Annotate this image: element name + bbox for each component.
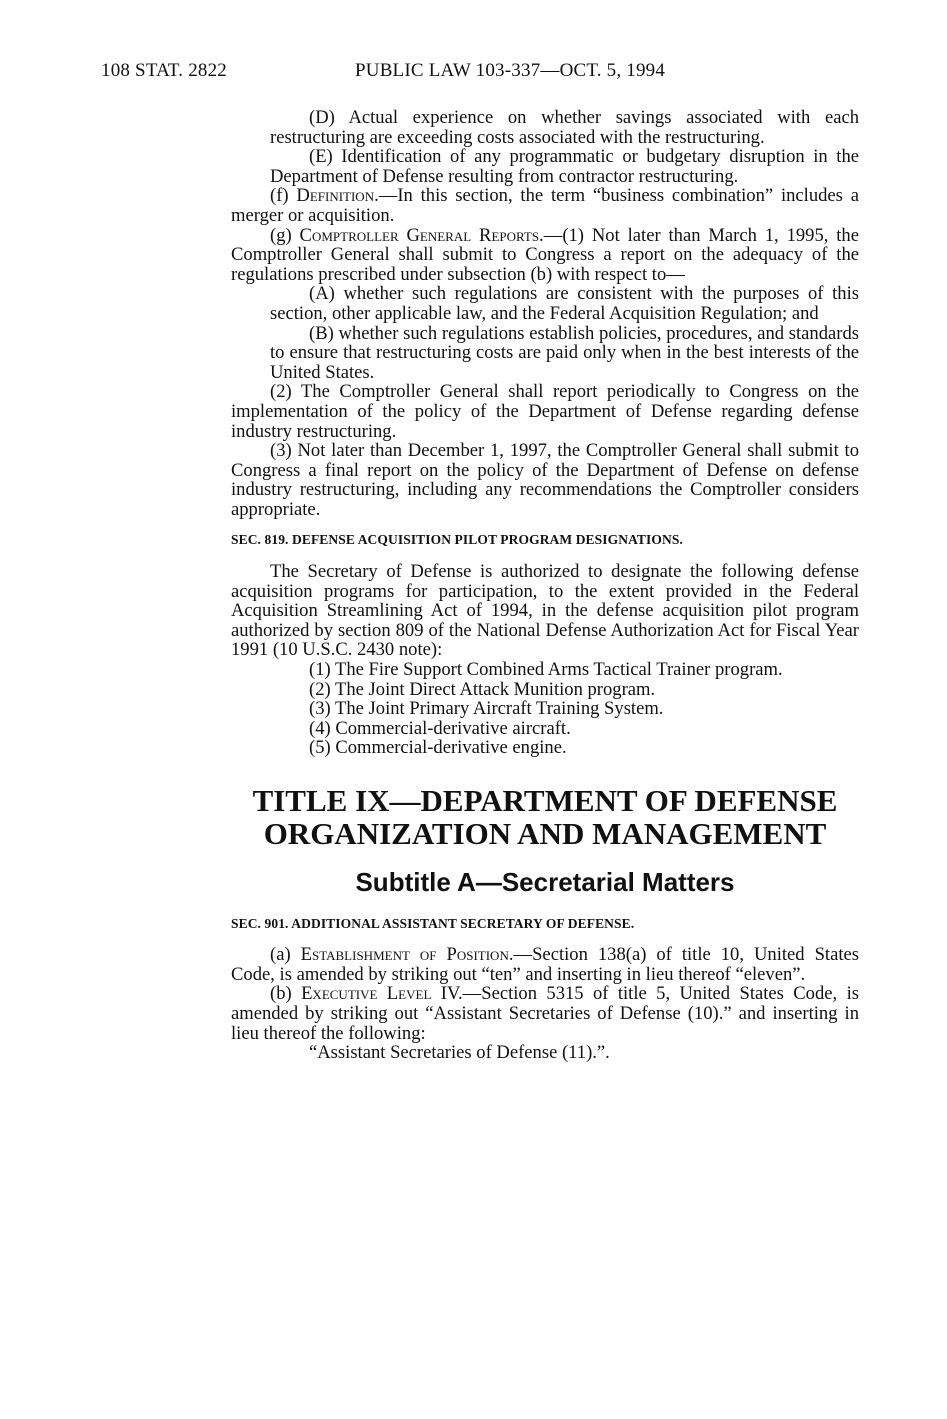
sec-901-heading: SEC. 901. ADDITIONAL ASSISTANT SECRETARY OF DEFENSE.: [231, 915, 635, 931]
subsection-g-label: (g): [270, 224, 300, 246]
subsection-901-b: [231, 984, 859, 1043]
subsection-g-caption: Comptroller General Reports.: [299, 224, 544, 246]
subsection-g: [231, 226, 859, 285]
paragraph-g-3: (3) Not later than December 1, 1997, the Comptroller General shall submit to Congress a final report on the policy of the Department of Defense on defense industry restructuring, including any recommendations the Comptroller considers appropriate.: [231, 440, 859, 520]
paragraph-d: (D) Actual experience on whether savings associated with each restructuring are exceeding costs associated with the restructuring.: [270, 107, 859, 148]
paragraph-g-a: (A) whether such regulations are consistent with the purposes of this section, other applicable law, and the Federal Acquisition Regulation; and: [270, 283, 859, 324]
subsection-f: [231, 186, 859, 225]
paragraph-e: (E) Identification of any programmatic or budgetary disruption in the Department of Defense resulting from contractor restructuring.: [270, 146, 859, 187]
list-item: (5) Commercial-derivative engine.: [309, 737, 567, 759]
title-ix-line-1: TITLE IX—DEPARTMENT OF DEFENSE: [252, 783, 838, 818]
subsection-f-text: —In this section, the term “business combination” includes a merger or acquisition.: [231, 185, 859, 226]
subsection-901-a-caption: Establishment of Position.: [300, 944, 514, 966]
subsection-901-a: [231, 945, 859, 984]
document-body: [231, 108, 859, 1063]
list-item: (1) The Fire Support Combined Arms Tactical Trainer program.: [309, 659, 783, 681]
subsection-901-a-label: (a): [270, 944, 301, 966]
subsection-901-b-caption: Executive Level IV.: [301, 983, 463, 1005]
subsection-f-label: (f): [270, 185, 297, 207]
list-item: (3) The Joint Primary Aircraft Training System.: [309, 698, 664, 720]
page-stat-number: 108 STAT. 2822: [101, 60, 228, 81]
sec-819-heading: SEC. 819. DEFENSE ACQUISITION PILOT PROGRAM DESIGNATIONS.: [231, 532, 683, 548]
title-ix-heading: [231, 784, 859, 850]
subsection-901-b-label: (b): [270, 983, 302, 1005]
sec-819-intro: The Secretary of Defense is authorized to designate the following defense acquisition programs for participation, to the extent provided in the Federal Acquisition Streamlining Act of 1994, in the defense acquisition pilot program authorized by section 809 of the National Defense Authorization Act for Fiscal Year 1991 (10 U.S.C. 2430 note):: [231, 561, 859, 661]
list-item: (4) Commercial-derivative aircraft.: [309, 717, 571, 739]
subsection-901-b-text: —Section 5315 of title 5, United States Code, is amended by striking out “Assistant Secretaries of Defense (10).” and inserting in lieu thereof the following:: [231, 983, 859, 1044]
subtitle-a-heading: Subtitle A—Secretarial Matters: [355, 867, 735, 897]
subsection-901-b-quote: “Assistant Secretaries of Defense (11).”.: [309, 1042, 610, 1064]
subsection-f-caption: Definition.: [296, 185, 379, 207]
list-item: (2) The Joint Direct Attack Munition program.: [309, 678, 656, 700]
paragraph-g-2: (2) The Comptroller General shall report periodically to Congress on the implementation of the policy of the Department of Defense regarding defense industry restructuring.: [231, 381, 859, 442]
subsection-901-a-text: —Section 138(a) of title 10, United States Code, is amended by striking out “ten” and inserting in lieu thereof “eleven”.: [231, 944, 860, 985]
paragraph-g-b: (B) whether such regulations establish policies, procedures, and standards to ensure that restructuring costs are paid only when in the best interests of the United States.: [270, 322, 859, 383]
title-ix-line-2: ORGANIZATION AND MANAGEMENT: [263, 816, 827, 851]
running-header: PUBLIC LAW 103-337—OCT. 5, 1994: [355, 60, 666, 81]
subsection-g-text: —(1) Not later than March 1, 1995, the Comptroller General shall submit to Congress a report on the adequacy of the regulations prescribed under subsection (b) with respect to—: [231, 224, 859, 285]
